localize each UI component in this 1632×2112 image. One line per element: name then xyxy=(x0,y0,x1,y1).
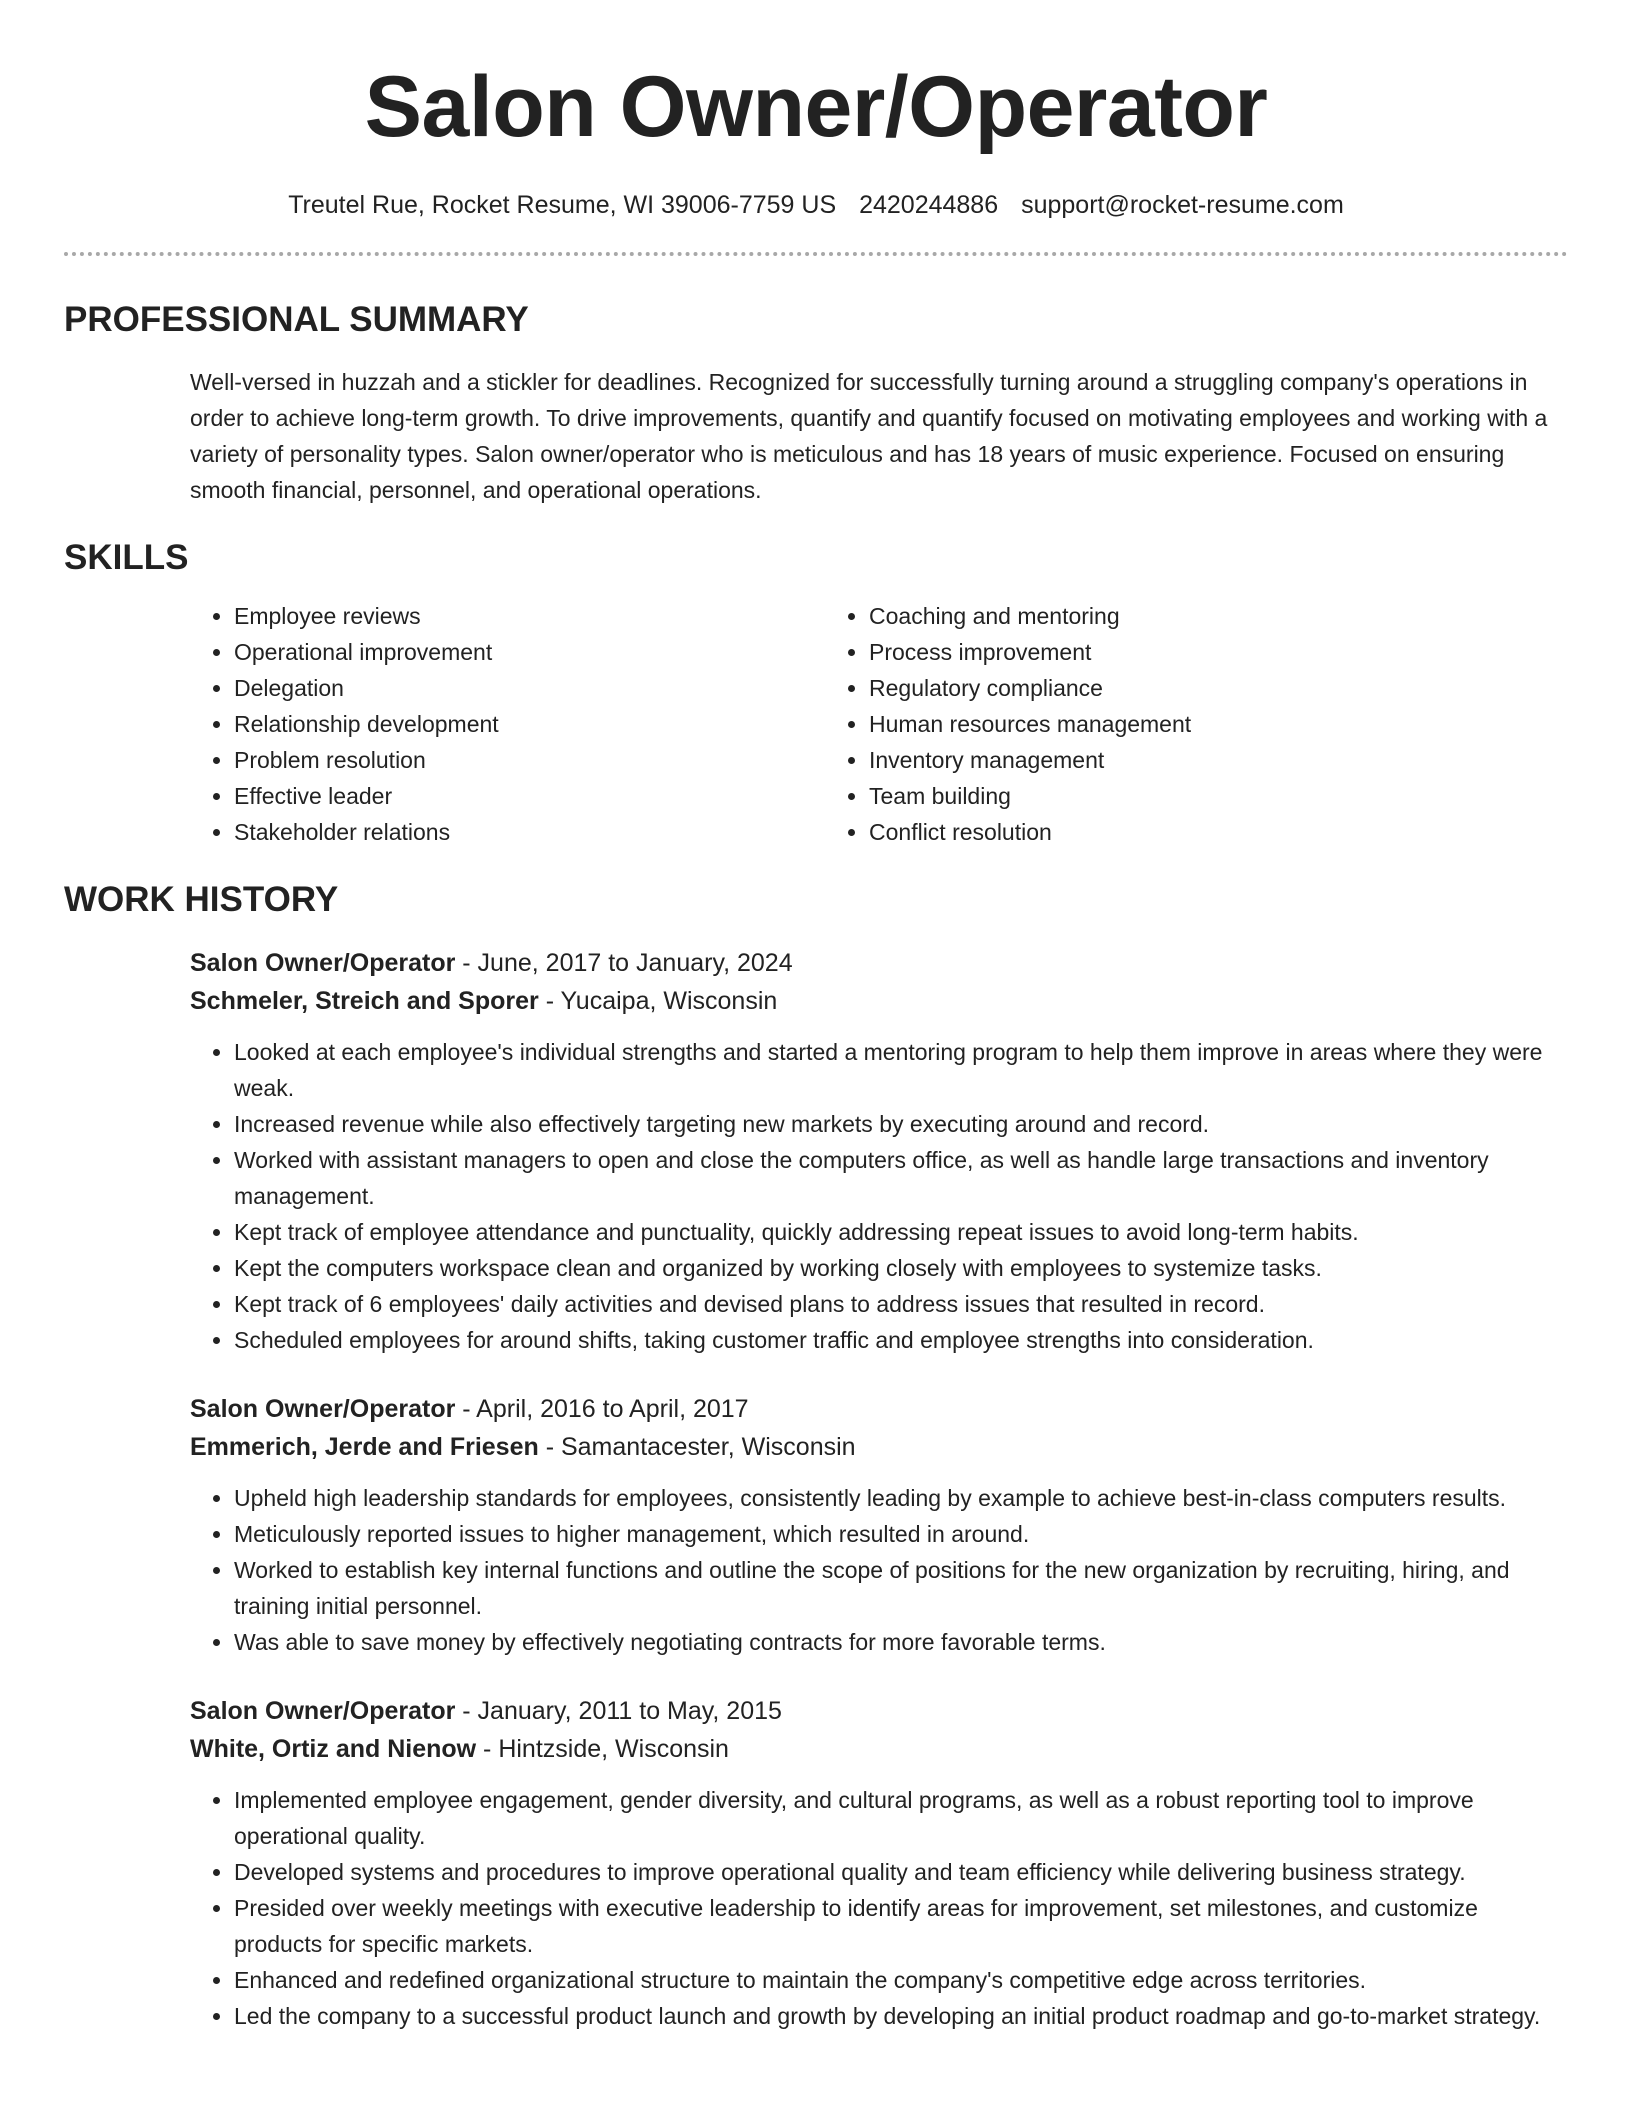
job-title-line xyxy=(190,1390,1568,1428)
job-role: Salon Owner/Operator xyxy=(190,1697,456,1725)
duty-item: • Developed systems and procedures to improve operational quality and team efficiency while delivering business strategy. xyxy=(234,1854,1568,1890)
job-location: - Yucaipa, Wisconsin xyxy=(538,987,778,1015)
summary-heading: PROFESSIONAL SUMMARY xyxy=(64,300,529,339)
skill-item: • Operational improvement xyxy=(234,634,825,670)
duty-item: • Upheld high leadership standards for employees, consistently leading by example to achieve best-in-class computers results. xyxy=(234,1480,1568,1516)
duty-item: • Was able to save money by effectively negotiating contracts for more favorable terms. xyxy=(234,1624,1568,1660)
duty-item: • Looked at each employee's individual strengths and started a mentoring program to help them improve in areas where they were weak. xyxy=(234,1034,1568,1106)
job-duties xyxy=(190,1782,1568,2034)
job-entry xyxy=(190,1692,1568,2034)
job-duties xyxy=(190,1480,1568,1660)
skill-item: • Effective leader xyxy=(234,778,825,814)
contact-phone: 2420244886 xyxy=(859,191,999,219)
job-company: White, Ortiz and Nienow xyxy=(190,1735,477,1763)
skills-list xyxy=(190,598,1568,850)
skill-item: • Delegation xyxy=(234,670,825,706)
job-duties xyxy=(190,1034,1568,1358)
skill-item: • Inventory management xyxy=(869,742,1460,778)
contact-email[interactable]: support@rocket-resume.com xyxy=(1021,191,1344,219)
duty-item: • Presided over weekly meetings with executive leadership to identify areas for improvement, set milestones, and customize products for specific markets. xyxy=(234,1890,1568,1962)
job-role: Salon Owner/Operator xyxy=(190,1395,456,1423)
contact-line xyxy=(64,188,1568,222)
skill-item: • Employee reviews xyxy=(234,598,825,634)
job-dates: - April, 2016 to April, 2017 xyxy=(455,1395,749,1423)
job-role: Salon Owner/Operator xyxy=(190,949,456,977)
job-title-line xyxy=(190,944,1568,982)
job-dates: - June, 2017 to January, 2024 xyxy=(455,949,793,977)
skill-item: • Team building xyxy=(869,778,1460,814)
job-entry xyxy=(190,944,1568,1358)
summary-text: Well-versed in huzzah and a stickler for deadlines. Recognized for successfully turning around a struggling company's operations in order to achieve long-term growth. To drive improvements, quantify and quantify focused on motivating employees and working with a variety of personality types. Salon owner/operator who is meticulous and has 18 years of music experience. Focused on ensuring smooth financial, personnel, and operational operations. xyxy=(190,369,1548,503)
job-company-line xyxy=(190,982,1568,1020)
job-location: - Hintzside, Wisconsin xyxy=(476,1735,729,1763)
duty-item: • Worked to establish key internal functions and outline the scope of positions for the new organization by recruiting, hiring, and training initial personnel. xyxy=(234,1552,1568,1624)
duty-item: • Scheduled employees for around shifts, taking customer traffic and employee strengths into consideration. xyxy=(234,1322,1568,1358)
skills-column-left xyxy=(190,598,825,850)
job-dates: - January, 2011 to May, 2015 xyxy=(455,1697,782,1725)
header-divider xyxy=(64,252,1568,256)
skills-column-right xyxy=(825,598,1460,850)
skill-item: • Regulatory compliance xyxy=(869,670,1460,706)
skill-item: • Relationship development xyxy=(234,706,825,742)
job-company-line xyxy=(190,1428,1568,1466)
duty-item: • Led the company to a successful product launch and growth by developing an initial product roadmap and go-to-market strategy. xyxy=(234,1998,1568,2034)
job-company: Emmerich, Jerde and Friesen xyxy=(190,1433,539,1461)
job-title-line xyxy=(190,1692,1568,1730)
duty-item: • Kept track of 6 employees' daily activities and devised plans to address issues that resulted in record. xyxy=(234,1286,1568,1322)
duty-item: • Kept the computers workspace clean and organized by working closely with employees to systemize tasks. xyxy=(234,1250,1568,1286)
resume-name: Salon Owner/Operator xyxy=(364,59,1268,155)
skill-item: • Human resources management xyxy=(869,706,1460,742)
skill-item: • Process improvement xyxy=(869,634,1460,670)
job-entry xyxy=(190,1390,1568,1660)
job-company: Schmeler, Streich and Sporer xyxy=(190,987,539,1015)
contact-address: Treutel Rue, Rocket Resume, WI 39006-7759 US xyxy=(288,191,837,219)
duty-item: • Kept track of employee attendance and punctuality, quickly addressing repeat issues to avoid long-term habits. xyxy=(234,1214,1568,1250)
skill-item: • Stakeholder relations xyxy=(234,814,825,850)
skill-item: • Problem resolution xyxy=(234,742,825,778)
job-location: - Samantacester, Wisconsin xyxy=(538,1433,856,1461)
skill-item: • Coaching and mentoring xyxy=(869,598,1460,634)
duty-item: • Increased revenue while also effectively targeting new markets by executing around and record. xyxy=(234,1106,1568,1142)
duty-item: • Meticulously reported issues to higher management, which resulted in around. xyxy=(234,1516,1568,1552)
duty-item: • Enhanced and redefined organizational structure to maintain the company's competitive edge across territories. xyxy=(234,1962,1568,1998)
work-history-heading: WORK HISTORY xyxy=(64,880,339,919)
skill-item: • Conflict resolution xyxy=(869,814,1460,850)
job-company-line xyxy=(190,1730,1568,1768)
duty-item: • Implemented employee engagement, gender diversity, and cultural programs, as well as a robust reporting tool to improve operational quality. xyxy=(234,1782,1568,1854)
skills-heading: SKILLS xyxy=(64,538,189,577)
duty-item: • Worked with assistant managers to open and close the computers office, as well as handle large transactions and inventory management. xyxy=(234,1142,1568,1214)
